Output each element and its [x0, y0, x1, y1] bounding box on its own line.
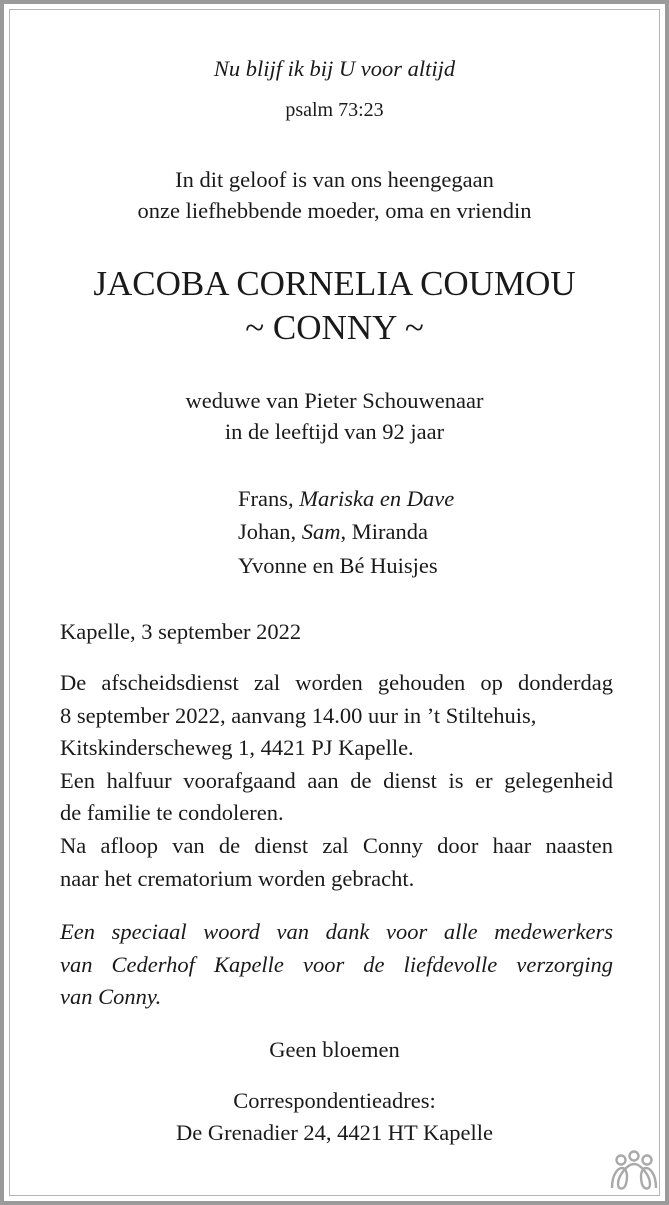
- service-line: de familie te condoleren.: [60, 800, 284, 826]
- correspondence-label: Correspondentieadres:: [233, 1088, 436, 1113]
- service-details: [60, 667, 613, 895]
- thanks-line: van Conny.: [60, 984, 162, 1010]
- service-line: Na afloop van de dienst zal Conny door haar naasten: [60, 832, 613, 858]
- service-line: Kitskinderscheweg 1, 4421 PJ Kapelle.: [60, 735, 414, 761]
- family-line: Johan, Sam, Miranda: [238, 519, 428, 544]
- widow-line: weduwe van Pieter Schouwenaar: [185, 388, 484, 413]
- deceased-nickname: ~ CONNY ~: [245, 308, 424, 347]
- psalm-reference: psalm 73:23: [285, 99, 384, 121]
- service-line: naar het crematorium worden gebracht.: [60, 865, 415, 891]
- service-line: De afscheidsdienst zal worden gehouden op donderdag: [60, 670, 613, 695]
- thanks-line: van Cederhof Kapelle voor de liefdevolle verzorging: [60, 951, 613, 977]
- intro-line-2: onze liefhebbende moeder, oma en vriendin: [137, 198, 532, 223]
- family-line: Frans, Mariska en Dave: [238, 486, 455, 511]
- place-date: Kapelle, 3 september 2022: [60, 619, 302, 644]
- family-line: Yvonne en Bé Huisjes: [238, 553, 438, 578]
- age-line: in de leeftijd van 92 jaar: [224, 419, 445, 444]
- no-flowers: Geen bloemen: [269, 1037, 400, 1062]
- motto: Nu blijf ik bij U voor altijd: [213, 56, 456, 81]
- deceased-name: JACOBA CORNELIA COUMOU: [93, 264, 576, 303]
- community-logo-icon: [609, 1150, 659, 1192]
- intro-line-1: In dit geloof is van ons heengegaan: [175, 167, 494, 192]
- service-line: Een halfuur voorafgaand aan de dienst is er gelegenheid: [60, 767, 613, 793]
- thanks-note: [60, 916, 613, 1014]
- thanks-line: Een speciaal woord van dank voor alle medewerkers: [60, 919, 613, 944]
- correspondence-address: De Grenadier 24, 4421 HT Kapelle: [176, 1120, 493, 1145]
- service-line: 8 september 2022, aanvang 14.00 uur in ’t Stiltehuis,: [60, 702, 537, 728]
